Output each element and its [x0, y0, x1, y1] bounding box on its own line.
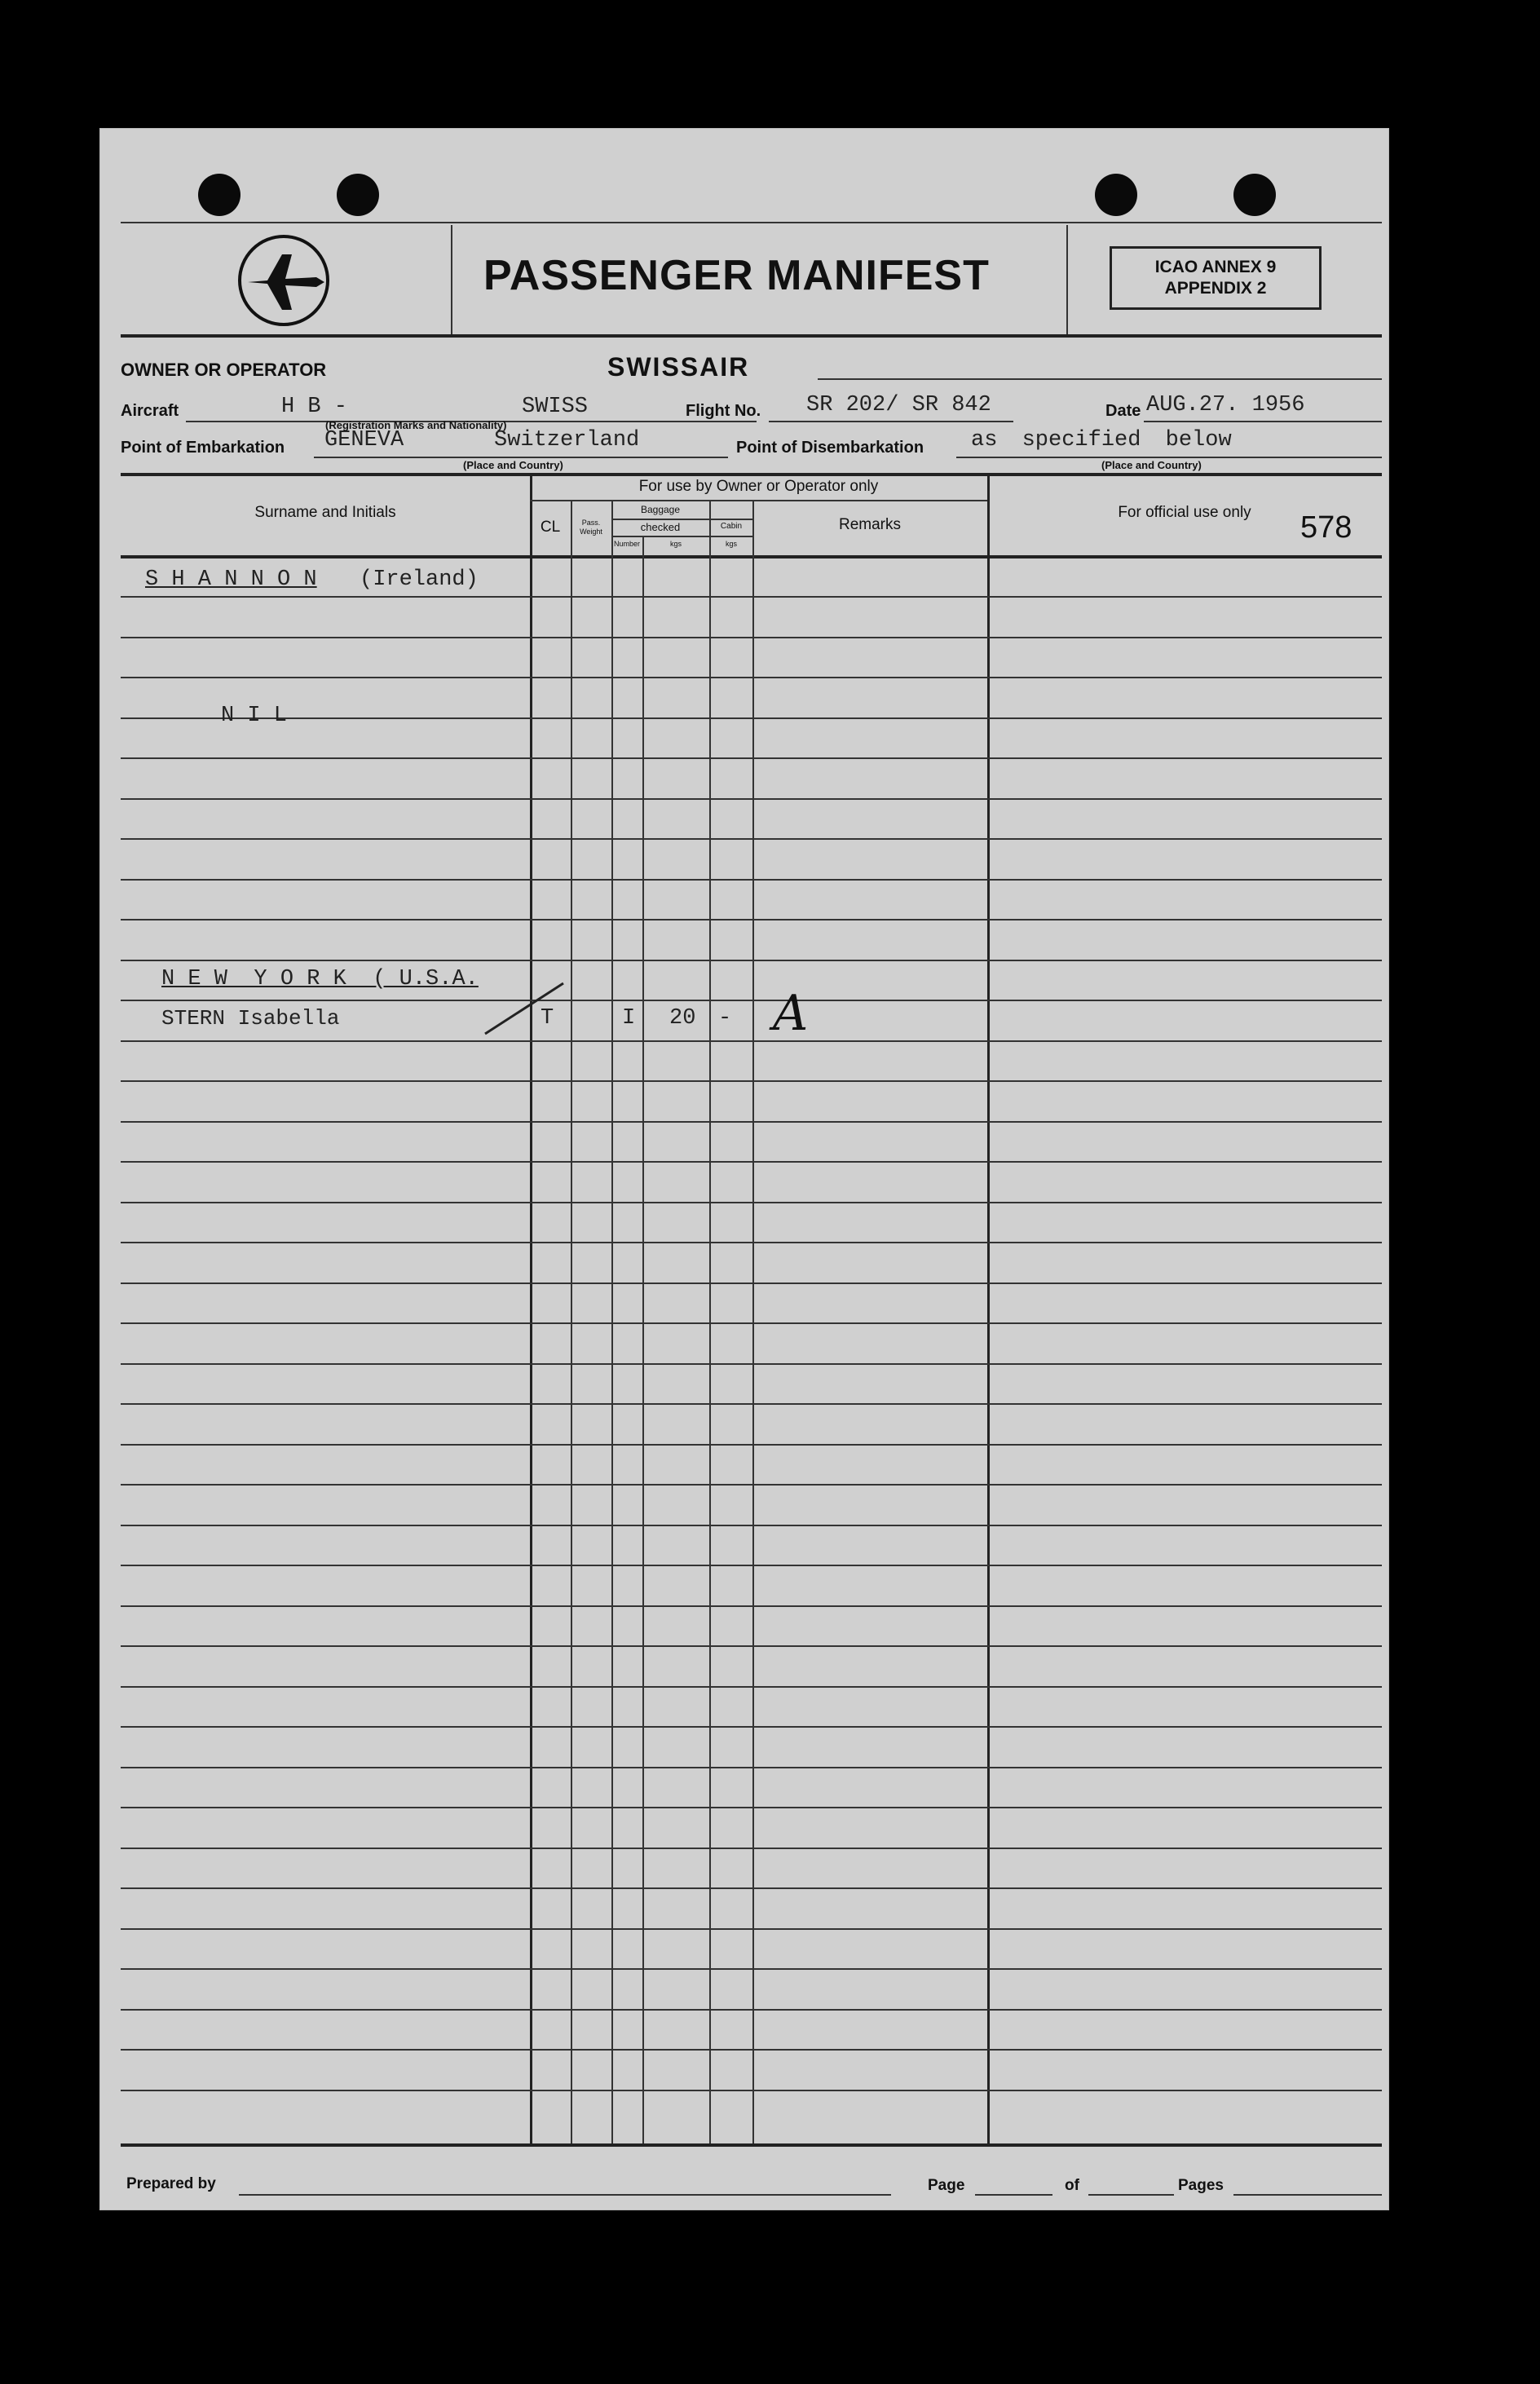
disembarkation-value: as specified below	[971, 428, 1232, 453]
ruled-row-line	[121, 1121, 1382, 1123]
column-baggage: Baggage	[640, 504, 681, 515]
ruled-row-line	[121, 1525, 1382, 1526]
ruled-row-line	[121, 879, 1382, 881]
column-kgs: kgs	[669, 540, 682, 548]
flight-value: SR 202/ SR 842	[806, 393, 991, 417]
stop-shannon: S H A N N O N	[145, 567, 317, 592]
ruled-row-line	[121, 1161, 1382, 1163]
punch-hole	[337, 174, 379, 216]
column-checked: checked	[640, 521, 681, 533]
date-value: AUG.27. 1956	[1146, 393, 1305, 417]
ruled-row-line	[121, 2090, 1382, 2091]
embarkation-note: (Place and Country)	[463, 459, 563, 471]
airline-emblem-icon	[235, 232, 333, 329]
ruled-row-line	[121, 717, 1382, 719]
table-top-rule	[121, 473, 1382, 476]
aircraft-prefix: H B -	[281, 395, 348, 419]
aircraft-note: (Registration Marks and Nationality)	[325, 419, 507, 431]
of-underline	[1088, 2194, 1174, 2196]
ruled-row-line	[121, 1283, 1382, 1284]
ruled-row-line	[121, 1403, 1382, 1405]
date-label: Date	[1105, 402, 1141, 420]
column-official: For official use only	[1118, 504, 1251, 521]
of-label: of	[1065, 2177, 1079, 2194]
ruled-row-line	[121, 1726, 1382, 1728]
table-header-rule	[121, 555, 1382, 558]
header-divider	[1066, 225, 1068, 334]
ruled-row-line	[121, 1887, 1382, 1889]
column-cl: CL	[540, 519, 561, 536]
ruled-row-line	[121, 1645, 1382, 1647]
embarkation-country: Switzerland	[494, 428, 640, 453]
stop-newyork: N E W Y O R K ( U.S.A.	[161, 967, 479, 991]
manifest-sheet	[100, 129, 1388, 2210]
ruled-row-line	[121, 1968, 1382, 1970]
passenger-class: T	[541, 1006, 554, 1031]
pages-label: Pages	[1178, 2177, 1224, 2194]
disembarkation-underline	[956, 457, 1382, 458]
column-cabin: Cabin	[720, 522, 743, 531]
disembarkation-note: (Place and Country)	[1101, 459, 1202, 471]
table-bottom-rule	[121, 2143, 1382, 2147]
disembarkation-label: Point of Disembarkation	[736, 439, 924, 457]
ruled-row-line	[121, 1040, 1382, 1042]
icao-line1: ICAO ANNEX 9	[1154, 258, 1277, 276]
baggage-rule	[611, 519, 752, 520]
ruled-row-line	[121, 1202, 1382, 1203]
embarkation-underline	[314, 457, 728, 458]
ruled-row-line	[121, 1242, 1382, 1243]
passenger-bag-kgs: 20	[669, 1006, 696, 1031]
page-title: PASSENGER MANIFEST	[483, 252, 990, 299]
ruled-row-line	[121, 596, 1382, 598]
stop-shannon-country: (Ireland)	[360, 567, 479, 592]
embarkation-city: GENEVA	[324, 428, 404, 453]
ruled-row-line	[121, 2049, 1382, 2051]
ruled-row-line	[121, 838, 1382, 840]
owner-underline	[818, 378, 1382, 380]
ruled-row-line	[121, 1848, 1382, 1849]
passenger-bag-number: I	[622, 1006, 636, 1031]
ruled-row-line	[121, 2009, 1382, 2011]
column-divider	[987, 475, 990, 2143]
ruled-row-line	[121, 1363, 1382, 1365]
aircraft-nationality: SWISS	[522, 395, 589, 419]
column-pass-weight: Pass. Weight	[580, 519, 602, 536]
ruled-row-line	[121, 1686, 1382, 1688]
date-underline	[1144, 421, 1382, 422]
flight-underline	[769, 421, 1013, 422]
icao-box	[1110, 246, 1322, 310]
ruled-row-line	[121, 1767, 1382, 1768]
ruled-row-line	[121, 1444, 1382, 1446]
column-number: Number	[613, 540, 640, 548]
column-cabin-kgs: kgs	[725, 540, 737, 548]
embarkation-label: Point of Embarkation	[121, 439, 285, 457]
prepared-label: Prepared by	[126, 2175, 216, 2192]
owner-label: OWNER OR OPERATOR	[121, 360, 327, 380]
punch-hole	[1095, 174, 1137, 216]
passenger-cabin: -	[718, 1006, 732, 1031]
ruled-row-line	[121, 1928, 1382, 1930]
pages-underline	[1233, 2194, 1382, 2196]
ruled-row-line	[121, 677, 1382, 678]
page-label: Page	[928, 2177, 965, 2194]
ruled-row-line	[121, 637, 1382, 638]
page-underline	[975, 2194, 1052, 2196]
ruled-row-line	[121, 1565, 1382, 1566]
icao-line2: APPENDIX 2	[1164, 279, 1267, 298]
ruled-row-line	[121, 1000, 1382, 1001]
owner-value: SWISSAIR	[607, 352, 750, 382]
ruled-row-line	[121, 798, 1382, 800]
column-surname: Surname and Initials	[254, 504, 396, 521]
passenger-remarks: A	[773, 985, 809, 1042]
checked-rule	[611, 536, 752, 537]
ruled-row-line	[121, 1322, 1382, 1324]
punch-hole	[1233, 174, 1276, 216]
punch-hole	[198, 174, 240, 216]
aircraft-label: Aircraft	[121, 402, 179, 420]
header-divider	[451, 225, 452, 334]
entry-nil: N I L	[221, 704, 288, 728]
header-top-rule	[121, 222, 1382, 223]
ruled-row-line	[121, 1484, 1382, 1486]
ruled-row-line	[121, 1605, 1382, 1607]
owner-use-rule	[530, 500, 987, 501]
official-number: 578	[1300, 510, 1352, 545]
ruled-row-line	[121, 960, 1382, 961]
ruled-row-line	[121, 757, 1382, 759]
ruled-row-line	[121, 1080, 1382, 1082]
column-divider	[642, 536, 644, 2143]
column-remarks: Remarks	[838, 516, 901, 533]
header-bottom-rule	[121, 334, 1382, 338]
ruled-row-line	[121, 919, 1382, 920]
column-owner-use: For use by Owner or Operator only	[638, 478, 879, 495]
column-divider	[530, 475, 532, 2143]
ruled-row-line	[121, 1807, 1382, 1808]
prepared-underline	[239, 2194, 891, 2196]
passenger-name: STERN Isabella	[161, 1006, 340, 1031]
flight-label: Flight No.	[686, 402, 761, 420]
